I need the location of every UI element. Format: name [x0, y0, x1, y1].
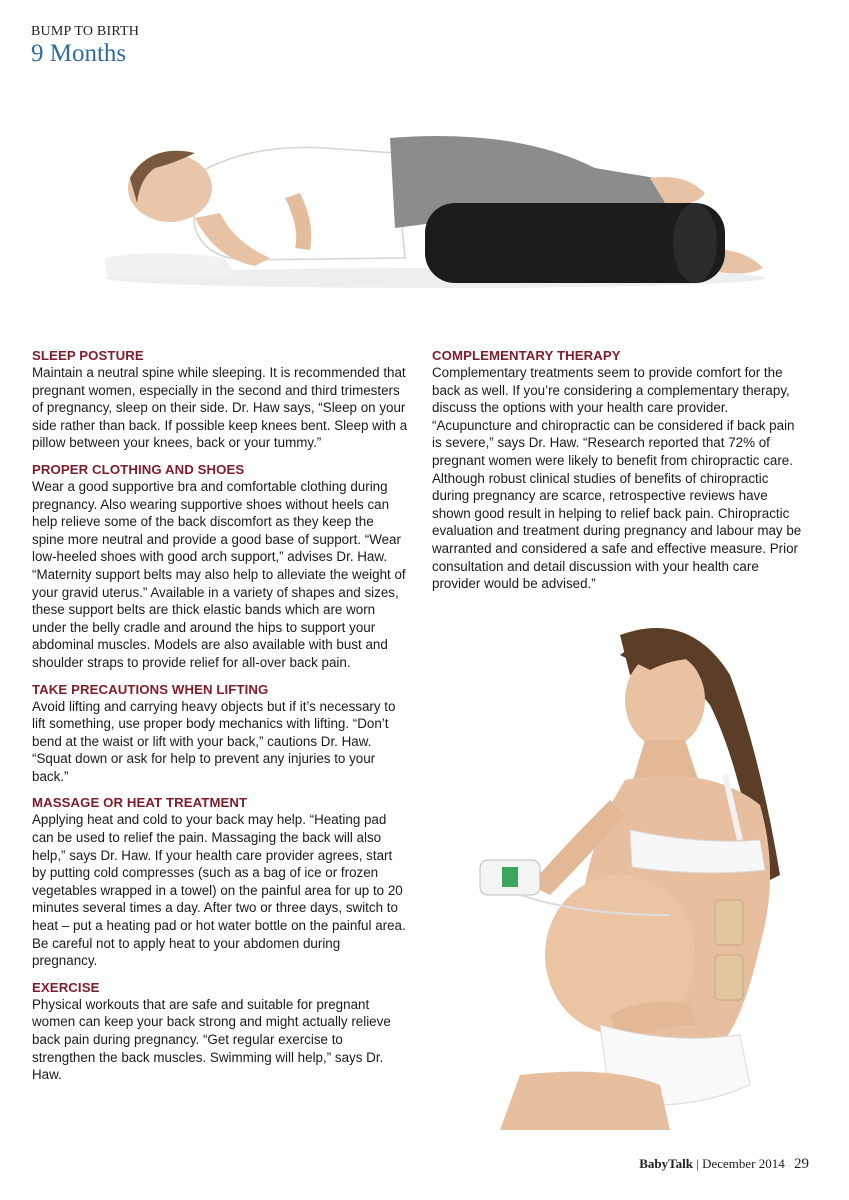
left-column: [32, 347, 408, 1093]
section-body: Wear a good supportive bra and comfortable clothing during pregnancy. Also wearing supportive shoes without heels can help relieve some of the back discomfort as they keep the spine more neutral and provide a good base of support. “Wear low-heeled shoes with good arch support,” advises Dr. Haw. “Maternity support belts may also help to alleviate the weight of your gravid uterus.” Available in a variety of shapes and sizes, these support belts are thick elastic bands which are worn under the belly cradle and around the hips to support your abdominal muscles. Models are also available with bust and shoulder straps to provide relief for all-over back pain.: [32, 478, 406, 670]
page-number: 29: [794, 1156, 809, 1172]
section-heading: PROPER CLOTHING AND SHOES: [32, 461, 245, 477]
exercise-section: [32, 979, 408, 1084]
clothing-shoes-section: [32, 461, 408, 672]
page-title: 9 Months: [31, 40, 127, 67]
section-heading: TAKE PRECAUTIONS WHEN LIFTING: [32, 681, 269, 697]
sleeping-woman-photo: [95, 108, 775, 308]
page-footer: [639, 1156, 809, 1173]
footer-separator: |: [696, 1156, 699, 1171]
magazine-name: BabyTalk: [639, 1156, 693, 1171]
section-heading: EXERCISE: [32, 979, 100, 995]
right-column: [432, 347, 804, 602]
section-heading: SLEEP POSTURE: [32, 348, 144, 363]
tens-device-photo: [460, 615, 820, 1130]
section-body: Avoid lifting and carrying heavy objects but if it’s necessary to lift something, use proper body mechanics with lifting. “Don’t bend at the waist or lift with your back,” cautions Dr. Haw. “Squat down or ask for help to prevent any injuries to your back.”: [32, 698, 396, 784]
section-body: Applying heat and cold to your back may help. “Heating pad can be used to relief the pain. Massaging the back will also help,” says Dr. Haw. If your health care provider agrees, start by putting cold compresses (such as a bag of ice or frozen vegetables wrapped in a towel) on the painful area for up to 20 minutes several times a day. After two or three days, switch to heat – put a heating pad or hot water bottle on the painful area. Be careful not to apply heat to your abdomen during pregnancy.: [32, 812, 406, 969]
section-heading: COMPLEMENTARY THERAPY: [432, 348, 621, 363]
issue-date: December 2014: [702, 1156, 785, 1171]
section-heading: MASSAGE OR HEAT TREATMENT: [32, 795, 248, 811]
section-body: Maintain a neutral spine while sleeping. It is recommended that pregnant women, especially in the second and third trimesters of pregnancy, sleep on their side. Dr. Haw says, “Sleep on your side rather than back. If possible keep knees bent. Sleep with a pillow between your knees, back or your tummy.”: [32, 365, 408, 451]
sleep-posture-section: [32, 347, 408, 452]
section-body: Complementary treatments seem to provide comfort for the back as well. If you’re considering a complementary therapy, discuss the options with your health care provider. “Acupuncture and chiropractic can be considered if back pain is severe,” says Dr. Haw. “Research reported that 72% of pregnant women were likely to benefit from chiropractic care. Although robust clinical studies of benefits of chiropractic during pregnancy are scarce, retrospective reviews have shown good result in helping to relief back pain. Chiropractic evaluation and treatment during pregnancy and labour may be warranted and considered a safe and effective measure. Prior consultation and detail discussion with your health care provider would be advised.”: [432, 365, 802, 592]
massage-heat-section: [32, 794, 408, 969]
lifting-section: [32, 681, 408, 786]
section-body: Physical workouts that are safe and suitable for pregnant women can keep your back strong and might actually relieve back pain during pregnancy. “Get regular exercise to strengthen the back muscles. Swimming will help,” says Dr. Haw.: [32, 996, 391, 1083]
section-kicker: BUMP TO BIRTH: [31, 24, 140, 39]
complementary-therapy-section: [432, 347, 804, 593]
